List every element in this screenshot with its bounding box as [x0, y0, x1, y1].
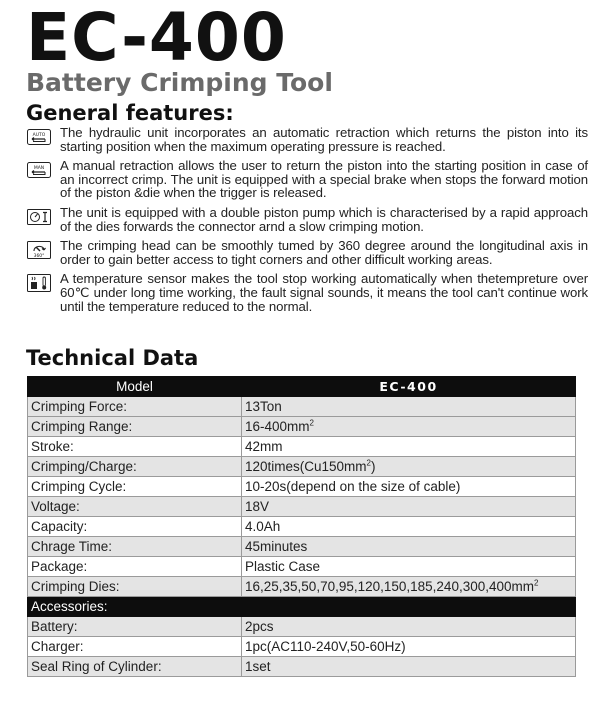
row-value: 4.0Ah — [242, 517, 576, 537]
row-label: Crimping Cycle: — [28, 477, 242, 497]
accessories-label: Accessories: — [28, 597, 576, 617]
manual-retraction-icon — [26, 161, 52, 179]
accessories-header-row — [28, 597, 576, 617]
row-value: $120times(Cu150mm^2)$ — [242, 457, 576, 477]
feature-text: A temperature sensor makes the tool stop working automatically when thetempreture over 60℃ under long time working, the fault signal sounds, it means the tool can't continue work until the temperature reduced to the normal. — [60, 271, 588, 314]
header-value: EC-400 — [242, 377, 576, 397]
technical-data-heading: Technical Data — [26, 346, 199, 370]
table-row — [28, 457, 576, 477]
double-piston-pump-icon — [26, 208, 52, 226]
table-row — [28, 417, 576, 437]
rotating-head-360-icon — [26, 241, 52, 259]
auto-retraction-icon — [26, 128, 52, 146]
row-value: 13Ton — [242, 397, 576, 417]
svg-text:360°: 360° — [33, 254, 45, 260]
features-list — [26, 126, 588, 319]
row-label: Charger: — [28, 637, 242, 657]
feature-text: A manual retraction allows the user to return the piston into the starting position in case of an incorrect crimp. The unit is equipped with a special brake when stops the forward motion of the piston &die when the trigger is released. — [60, 158, 588, 201]
features-heading: General features: — [26, 101, 234, 125]
row-value: 10-20s(depend on the size of cable) — [242, 477, 576, 497]
table-row — [28, 637, 576, 657]
table-row — [28, 577, 576, 597]
table-header-row — [28, 377, 576, 397]
header-label: Model — [28, 377, 242, 397]
row-value: 1set — [242, 657, 576, 677]
row-value: 18V — [242, 497, 576, 517]
row-label: Crimping Range: — [28, 417, 242, 437]
row-label: Package: — [28, 557, 242, 577]
row-value: $16-400mm^2$ — [242, 417, 576, 437]
row-label: Voltage: — [28, 497, 242, 517]
row-label: Chrage Time: — [28, 537, 242, 557]
feature-text: The unit is equipped with a double piston pump which is characterised by a rapid approach of the dies forwards the connector arnd a slow crimping motion. — [60, 204, 588, 234]
feature-item-auto-retraction — [26, 126, 588, 153]
feature-text: The hydraulic unit incorporates an automatic retraction which returns the piston into its starting position when the maximum operating pressure is reached. — [60, 125, 588, 154]
table-row — [28, 477, 576, 497]
model-title: EC-400 — [26, 0, 287, 76]
row-label: Capacity: — [28, 517, 242, 537]
feature-item-temperature-sensor — [26, 272, 588, 313]
row-value: 42mm — [242, 437, 576, 457]
row-label: Stroke: — [28, 437, 242, 457]
row-value: $16,25,35,50,70,95,120,150,185,240,300,400mm^2$ — [242, 577, 576, 597]
table-row — [28, 497, 576, 517]
product-subtitle: Battery Crimping Tool — [26, 68, 333, 97]
svg-text:AUTO: AUTO — [32, 133, 46, 138]
temperature-sensor-icon — [26, 274, 52, 292]
table-row — [28, 557, 576, 577]
table-row — [28, 617, 576, 637]
table-row — [28, 657, 576, 677]
feature-text: The crimping head can be smoothly tumed by 360 degree around the longitudinal axis in order to gain better access to tight corners and other difficult working areas. — [60, 238, 588, 267]
row-value: 2pcs — [242, 617, 576, 637]
table-row — [28, 397, 576, 417]
row-label: Crimping/Charge: — [28, 457, 242, 477]
svg-text:MAN: MAN — [33, 166, 45, 172]
row-value: 45minutes — [242, 537, 576, 557]
row-label: Seal Ring of Cylinder: — [28, 657, 242, 677]
row-value: Plastic Case — [242, 557, 576, 577]
row-label: Crimping Dies: — [28, 577, 242, 597]
row-label: Battery: — [28, 617, 242, 637]
feature-item-double-piston — [26, 206, 588, 233]
feature-item-rotating-head — [26, 239, 588, 266]
feature-item-manual-retraction — [26, 159, 588, 200]
row-value: 1pc(AC110-240V,50-60Hz) — [242, 637, 576, 657]
table-row — [28, 437, 576, 457]
technical-data-table — [27, 376, 575, 677]
table-row — [28, 517, 576, 537]
row-label: Crimping Force: — [28, 397, 242, 417]
table-row — [28, 537, 576, 557]
